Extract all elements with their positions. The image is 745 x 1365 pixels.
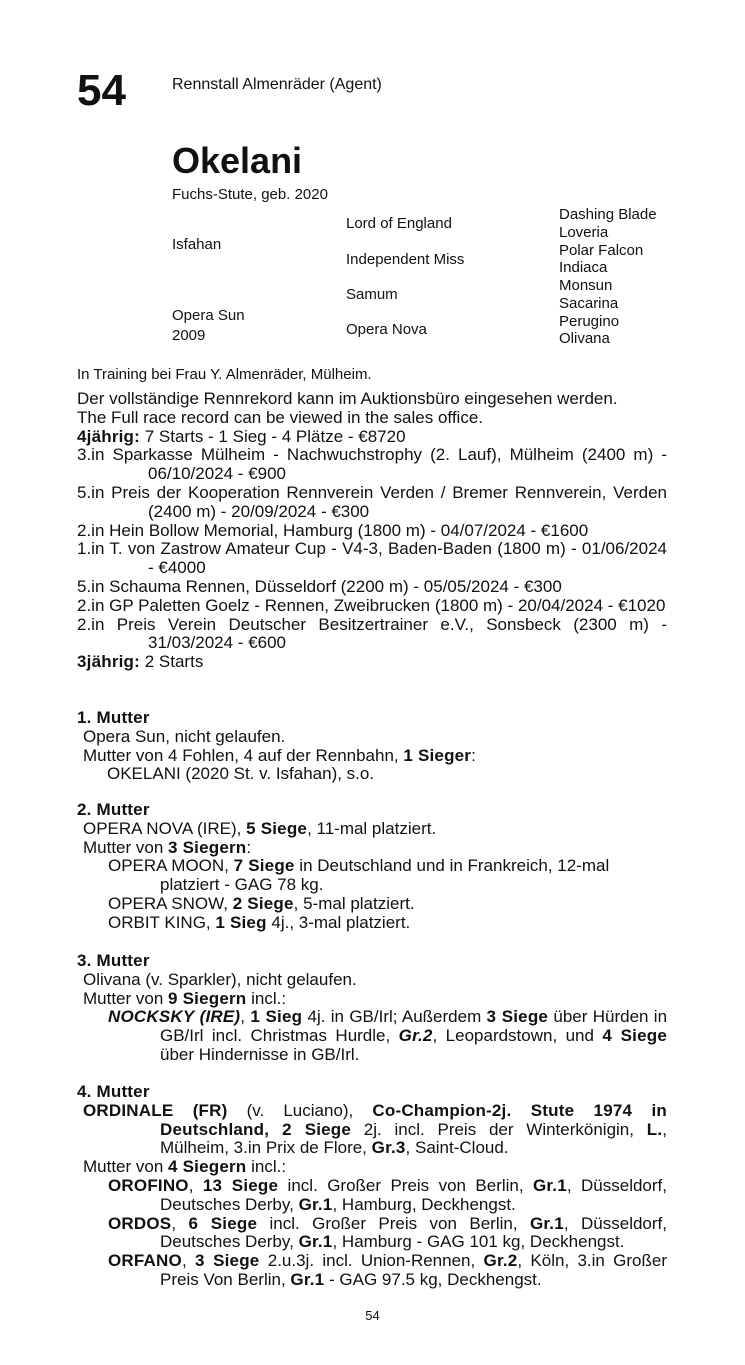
race-entry: 5.in Schauma Rennen, Düsseldorf (2200 m) - 05/05/2024 - €300	[77, 576, 562, 596]
pedigree-gen3-3: Polar Falcon	[559, 242, 644, 259]
race-entry: 2.in GP Paletten Goelz - Rennen, Zweibrucken (1800 m) - 20/04/2024 - €1020	[77, 595, 666, 615]
pedigree-gen3-1: Dashing Blade	[559, 206, 657, 223]
dam4-heading: 4. Mutter	[77, 1082, 150, 1101]
pedigree-gen3-8: Olivana	[559, 330, 610, 347]
offspring-entry: OROFINO, 13 Siege incl. Großer Preis von Berlin, Gr.1, Düsseldorf, Deutsches Derby, Gr.1, Hamburg, Deckhengst.	[108, 1175, 667, 1214]
offspring-entry: ORBIT KING, 1 Sieg 4j., 3-mal platziert.	[108, 912, 411, 932]
pedigree-dam: Opera Sun	[172, 307, 245, 324]
age4-summary: 4jährig: 7 Starts - 1 Sieg - 4 Plätze - €8720	[77, 426, 406, 446]
pedigree-sire: Isfahan	[172, 236, 222, 253]
dam1-section: 1. Mutter Opera Sun, nicht gelaufen. Mutter von 4 Fohlen, 4 auf der Rennbahn, 1 Sieger: OKELANI (2020 St. v. Isfahan), s.o.	[77, 709, 667, 784]
record-note-en: The Full race record can be viewed in the sales office.	[77, 407, 484, 427]
offspring-entry: NOCKSKY (IRE), 1 Sieg 4j. in GB/Irl; Außerdem 3 Siege über Hürden in GB/Irl incl. Christmas Hurdle, Gr.2, Leopardstown, und 4 Siege über Hindernisse in GB/Irl.	[108, 1007, 668, 1064]
dam1-heading: 1. Mutter	[77, 708, 150, 727]
race-entry: 3.in Sparkasse Mülheim - Nachwuchstrophy (2. Lauf), Mülheim (2400 m) - 06/10/2024 - €900	[77, 445, 667, 484]
dam2-heading: 2. Mutter	[77, 800, 150, 819]
race-entry: 5.in Preis der Kooperation Rennverein Verden / Bremer Rennverein, Verden (2400 m) - 20/09/2024 - €300	[77, 482, 667, 521]
pedigree-dam-year: 2009	[172, 327, 206, 344]
age3-label: 3jährig:	[77, 652, 141, 672]
race-entry: 2.in Hein Bollow Memorial, Hamburg (1800 m) - 04/07/2024 - €1600	[77, 520, 589, 540]
age3-summary: 3jährig: 2 Starts	[77, 652, 204, 672]
consignor: Rennstall Almenräder (Agent)	[172, 76, 382, 93]
pedigree-gen3-4: Indiaca	[559, 259, 608, 276]
page-number: 54	[365, 1308, 380, 1323]
horse-description: Fuchs-Stute, geb. 2020	[172, 186, 328, 203]
offspring-entry: ORDOS, 6 Siege incl. Großer Preis von Berlin, Gr.1, Düsseldorf, Deutsches Derby, Gr.1, Hamburg - GAG 101 kg, Deckhengst.	[108, 1213, 667, 1252]
race-entry: 1.in T. von Zastrow Amateur Cup - V4-3, Baden-Baden (1800 m) - 01/06/2024 - €4000	[77, 539, 667, 578]
pedigree-sire-sire: Lord of England	[346, 215, 452, 232]
pedigree-dam-dam: Opera Nova	[346, 321, 427, 338]
race-record	[77, 390, 667, 672]
offspring-entry: OPERA SNOW, 2 Siege, 5-mal platziert.	[108, 893, 415, 913]
record-note-de: Der vollständige Rennrekord kann im Auktionsbüro eingesehen werden.	[77, 389, 618, 408]
lot-number: 54	[77, 66, 126, 115]
training-note: In Training bei Frau Y. Almenräder, Mülheim.	[77, 366, 372, 383]
pedigree-gen3-6: Sacarina	[559, 295, 619, 312]
pedigree-gen3-7: Perugino	[559, 313, 620, 330]
race-entry: 2.in Preis Verein Deutscher Besitzertrainer e.V., Sonsbeck (2300 m) - 31/03/2024 - €600	[77, 614, 667, 653]
offspring-entry: ORFANO, 3 Siege 2.u.3j. incl. Union-Rennen, Gr.2, Köln, 3.in Großer Preis Von Berlin, Gr.1 - GAG 97.5 kg, Deckhengst.	[108, 1251, 667, 1289]
pedigree-gen3-5: Monsun	[559, 277, 613, 294]
pedigree-dam-sire: Samum	[346, 286, 398, 303]
horse-name: Okelani	[172, 140, 303, 181]
dam2-section: 2. Mutter OPERA NOVA (IRE), 5 Siege, 11-mal platziert. Mutter von 3 Siegern: OPERA MOON, 7 Siege in Deutschland und in Frankreich, 12-mal platziert - GAG 78 kg. OPERA SNOW, 2 Siege, 5-mal platziert. ORBIT KING, 1 Sieg 4j., 3-mal platziert.	[77, 801, 667, 933]
offspring-entry: OPERA MOON, 7 Siege in Deutschland und in Frankreich, 12-mal platziert - GAG 78 kg.	[108, 856, 610, 895]
dam3-section: 3. Mutter Olivana (v. Sparkler), nicht gelaufen. Mutter von 9 Siegern incl.: NOCKSKY (IRE), 1 Sieg 4j. in GB/Irl; Außerdem 3 Siege über Hürden in GB/Irl incl. Christmas Hurdle, Gr.2, Leopardstown, und 4 Siege über Hindernisse in GB/Irl.	[77, 951, 668, 1064]
pedigree-gen3-2: Loveria	[559, 224, 609, 241]
dam3-heading: 3. Mutter	[77, 951, 150, 970]
dam4-section: 4. Mutter ORDINALE (FR) (v. Luciano), Co-Champion-2j. Stute 1974 in Deutschland, 2 Siege 2j. incl. Preis der Winterkönigin, L., Mülheim, 3.in Prix de Flore, Gr.3, Saint-Cloud. Mutter von 4 Siegern incl.: OROFINO, 13 Siege incl. Großer Preis von Berlin, Gr.1, Düsseldorf, Deutsches Derby, Gr.1, Hamburg, Deckhengst. ORDOS, 6 Siege incl. Großer Preis von Berlin, Gr.1, Düsseldorf, Deutsches Derby, Gr.1, Hamburg - GAG 101 kg, Deckhengst. ORFANO, 3 Siege 2.u.3j. incl. Union-Rennen, Gr.2, Köln, 3.in Großer Preis Von Berlin, Gr.1 - GAG 97.5 kg, Deckhengst.	[77, 1082, 667, 1289]
pedigree-sire-dam: Independent Miss	[346, 251, 465, 268]
age4-label: 4jährig:	[77, 426, 141, 446]
